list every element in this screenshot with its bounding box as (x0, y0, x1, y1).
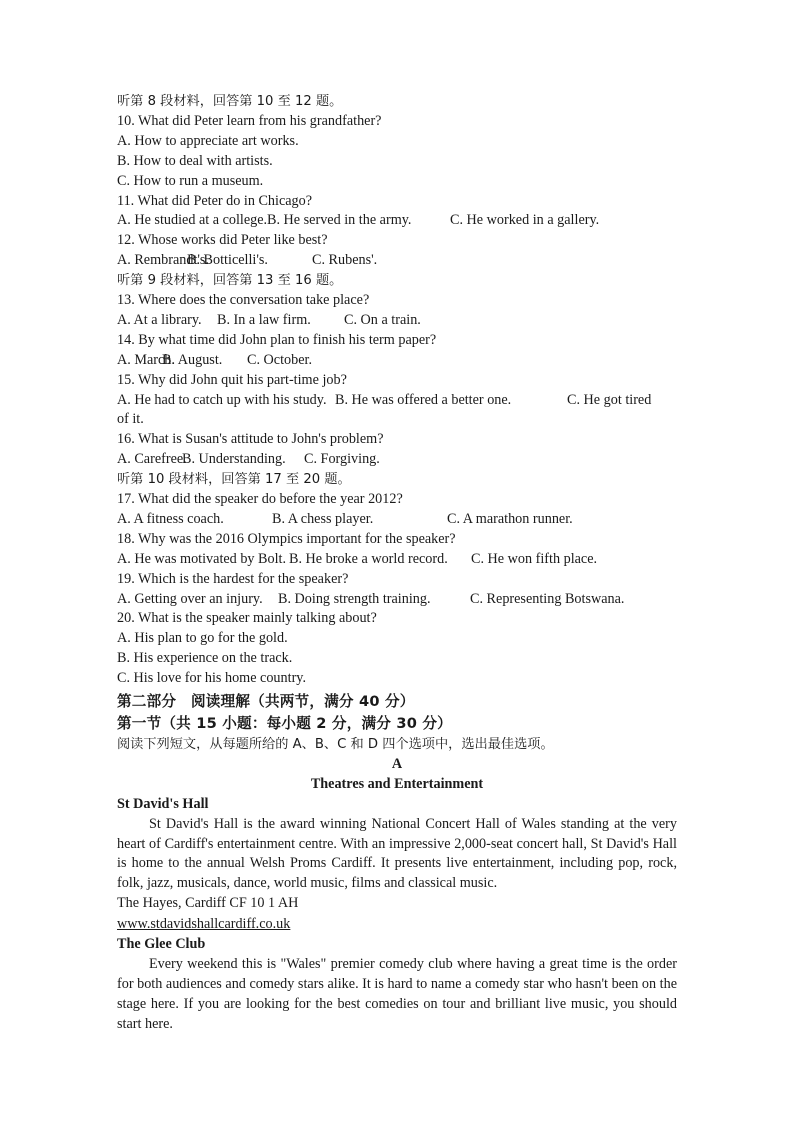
question-13-option-a[interactable]: A. At a library. (117, 311, 202, 328)
question-10-option-b[interactable]: B. How to deal with artists. (117, 152, 273, 169)
question-15-stem: 15. Why did John quit his part-time job? (117, 371, 347, 388)
venue-body-st-davids-hall: St David's Hall is the award winning National Concert Hall of Wales standing at the very heart of Cardiff's entertainment centre. With an impressive 2,000-seat concert hall, St David's Hall is home to the annual Welsh Proms Cardiff. It presents live entertainment, including pop, rock, folk, jazz, musicals, dance, world music, films and classical music. (117, 815, 677, 892)
question-15-options (117, 391, 677, 411)
question-17-options (117, 510, 677, 530)
question-16-option-c[interactable]: C. Forgiving. (304, 451, 380, 468)
question-20-stem: 20. What is the speaker mainly talking about? (117, 610, 377, 627)
question-16-option-b[interactable]: B. Understanding. (182, 451, 286, 468)
question-11-options (117, 211, 677, 231)
question-13-option-c[interactable]: C. On a train. (344, 311, 421, 328)
question-10-option-c[interactable]: C. How to run a museum. (117, 172, 264, 189)
question-17-option-a[interactable]: A. A fitness coach. (117, 510, 224, 527)
question-18-option-c[interactable]: C. He won fifth place. (471, 550, 598, 567)
venue-heading-the-glee-club: The Glee Club (117, 936, 206, 953)
venue-heading-st-davids-hall: St David's Hall (117, 795, 209, 812)
question-18-options (117, 550, 677, 570)
part-two-heading: 第二部分 阅读理解（共两节，满分 40 分） (117, 693, 415, 711)
question-11-option-c[interactable]: C. He worked in a gallery. (450, 212, 600, 229)
question-12-stem: 12. Whose works did Peter like best? (117, 232, 328, 249)
question-12-option-a[interactable]: A. Rembrandt's. (117, 252, 210, 269)
question-18-option-b[interactable]: B. He broke a world record. (289, 550, 448, 567)
question-14-option-b[interactable]: B. August. (162, 351, 223, 368)
venue-address-st-davids-hall: The Hayes, Cardiff CF 10 1 AH (117, 895, 299, 912)
passage-a-title: Theatres and Entertainment (310, 775, 484, 792)
listening-section-8-instruction: 听第 8 段材料，回答第 10 至 12 题。 (117, 94, 343, 109)
venue-url-row (117, 914, 677, 935)
question-13-stem: 13. Where does the conversation take place? (117, 292, 370, 309)
question-10-stem: 10. What did Peter learn from his grandfather? (117, 112, 382, 129)
question-14-stem: 14. By what time did John plan to finish his term paper? (117, 331, 437, 348)
question-13-options (117, 311, 677, 331)
question-20-option-c[interactable]: C. His love for his home country. (117, 670, 307, 687)
question-16-stem: 16. What is Susan's attitude to John's problem? (117, 431, 384, 448)
question-18-option-a[interactable]: A. He was motivated by Bolt. (117, 550, 287, 567)
page-content (117, 92, 677, 1035)
question-19-option-a[interactable]: A. Getting over an injury. (117, 590, 263, 607)
question-17-option-c[interactable]: C. A marathon runner. (447, 510, 573, 527)
question-20-option-b[interactable]: B. His experience on the track. (117, 650, 293, 667)
question-13-option-b[interactable]: B. In a law firm. (217, 311, 311, 328)
question-12-options (117, 251, 677, 271)
question-15-option-b[interactable]: B. He was offered a better one. (335, 391, 512, 408)
question-15-option-c-continued[interactable]: of it. (117, 411, 144, 428)
question-12-option-b[interactable]: B. Botticelli's. (187, 252, 268, 269)
part-two-section-one-heading: 第一节（共 15 小题：每小题 2 分，满分 30 分） (117, 715, 452, 733)
question-14-options (117, 351, 677, 371)
question-16-option-a[interactable]: A. Carefree. (117, 451, 187, 468)
question-10-option-a[interactable]: A. How to appreciate art works. (117, 132, 299, 149)
passage-a-letter: A (391, 755, 403, 772)
question-15-option-c[interactable]: C. He got tired (567, 391, 652, 408)
listening-section-9-instruction: 听第 9 段材料，回答第 13 至 16 题。 (117, 273, 343, 289)
question-17-option-b[interactable]: B. A chess player. (272, 510, 374, 527)
question-17-stem: 17. What did the speaker do before the year 2012? (117, 491, 403, 508)
question-18-stem: 18. Why was the 2016 Olympics important for the speaker? (117, 530, 456, 547)
question-16-options (117, 450, 677, 470)
venue-body-the-glee-club: Every weekend this is "Wales" premier comedy club where having a great time is the order for both audiences and comedy stars alike. It is hard to name a comedy star who hasn't been on the stage here. If you are looking for the best comedies on tour and brilliant live music, you should start here. (117, 956, 677, 1032)
question-11-option-a[interactable]: A. He studied at a college. (117, 212, 268, 229)
part-two-instruction: 阅读下列短文，从每题所给的 A、B、C 和 D 四个选项中，选出最佳选项。 (117, 737, 554, 753)
question-14-option-a[interactable]: A. March. (117, 351, 175, 368)
question-20-option-a[interactable]: A. His plan to go for the gold. (117, 630, 288, 647)
listening-section-10-instruction: 听第 10 段材料，回答第 17 至 20 题。 (117, 472, 351, 488)
question-12-option-c[interactable]: C. Rubens'. (312, 252, 378, 269)
question-19-option-b[interactable]: B. Doing strength training. (278, 590, 431, 607)
question-15-option-a[interactable]: A. He had to catch up with his study. (117, 391, 327, 408)
venue-url-st-davids-hall[interactable]: www.stdavidshallcardiff.co.uk (117, 916, 291, 933)
question-11-option-b[interactable]: B. He served in the army. (267, 212, 412, 229)
question-14-option-c[interactable]: C. October. (247, 351, 313, 368)
question-19-option-c[interactable]: C. Representing Botswana. (470, 590, 625, 607)
question-19-options (117, 590, 677, 610)
question-19-stem: 19. Which is the hardest for the speaker? (117, 570, 349, 587)
question-11-stem: 11. What did Peter do in Chicago? (117, 192, 313, 209)
